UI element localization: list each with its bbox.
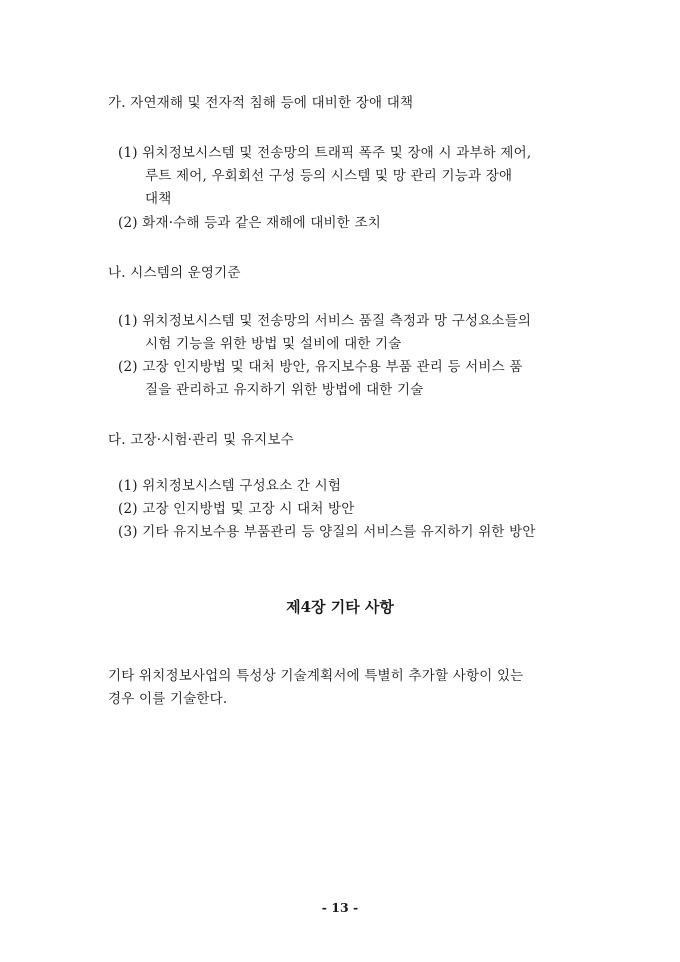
- section-na-item1-line1: (1) 위치정보시스템 및 전송망의 서비스 품질 측정과 망 구성요소들의: [118, 313, 532, 329]
- section-na-item2-line2: 질을 관리하고 유지하기 위한 방법에 대한 기술: [145, 382, 424, 398]
- section-da-item3: (3) 기타 유지보수용 부품관리 등 양질의 서비스를 유지하기 위한 방안: [118, 524, 536, 540]
- page-number: - 13 -: [321, 900, 359, 915]
- section-da-item2: (2) 고장 인지방법 및 고장 시 대처 방안: [118, 501, 355, 517]
- section-da-title: 다. 고장·시험·관리 및 유지보수: [108, 432, 294, 448]
- section-ga-item1-line1: (1) 위치정보시스템 및 전송망의 트래픽 폭주 및 장애 시 과부하 제어,: [118, 145, 532, 161]
- section-ga-item1-line2: 루트 제어, 우회회선 구성 등의 시스템 및 망 관리 기능과 장애: [145, 168, 513, 184]
- chapter-body-line2: 경우 이를 기술한다.: [108, 691, 228, 707]
- section-na-item1-line2: 시험 기능을 위한 방법 및 설비에 대한 기술: [145, 336, 402, 352]
- section-da-item1: (1) 위치정보시스템 구성요소 간 시험: [118, 478, 342, 494]
- section-na-title: 나. 시스템의 운영기준: [108, 265, 241, 281]
- section-ga-item2: (2) 화재·수해 등과 같은 재해에 대비한 조치: [118, 215, 382, 231]
- section-ga-item1-line3: 대책: [145, 191, 172, 207]
- section-na-item2-line1: (2) 고장 인지방법 및 대처 방안, 유지보수용 부품 관리 등 서비스 품: [118, 359, 523, 375]
- section-ga-title: 가. 자연재해 및 전자적 침해 등에 대비한 장애 대책: [108, 95, 414, 111]
- chapter-heading: 제4장 기타 사항: [286, 598, 394, 616]
- chapter-body-line1: 기타 위치정보사업의 특성상 기술계획서에 특별히 추가할 사항이 있는: [108, 668, 524, 684]
